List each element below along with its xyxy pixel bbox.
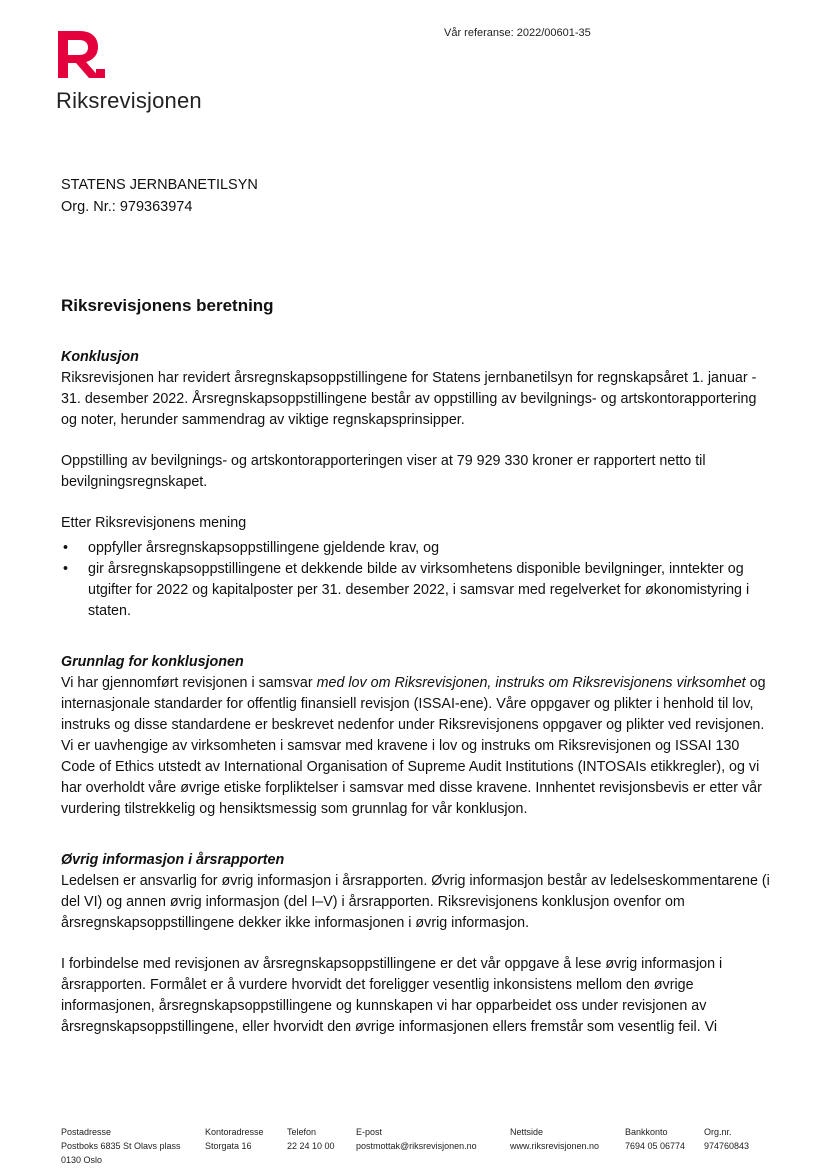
list-item: • gir årsregnskapsoppstillingene et dekkende bilde av virksomhetens disponible bevilgninger, inntekter og utgifter for 2022 og kapitalposter per 31. desember 2022, i samsvar med regelverket for økonomistyring i staten. — [61, 559, 771, 622]
section-heading-ovrig: Øvrig informasjon i årsrapporten — [61, 852, 285, 868]
document-body — [61, 347, 771, 1038]
konklusjon-paragraph-2: Oppstilling av bevilgnings- og artskontorapporteringen viser at 79 929 330 kroner er rapportert netto til bevilgningsregnskapet. — [61, 453, 706, 490]
grunnlag-text-start: Vi har gjennomført revisjonen i samsvar — [61, 675, 317, 691]
recipient-name: STATENS JERNBANETILSYN — [61, 177, 258, 193]
logo-r-icon — [56, 28, 116, 86]
footer-orgnr: Org.nr. 974760843 — [704, 1127, 750, 1151]
ovrig-paragraph-2: I forbindelse med revisjonen av årsregnskapsoppstillingene er det vår oppgave å lese øvrig informasjon i årsrapporten. Formålet er å vurdere hvorvidt det foreligger vesentlig inkonsistens mellom den øvrige informasjonen, årsregnskapsoppstillingene og kunnskapen vi har opparbeidet oss under revisjonen av årsregnskapsoppstillingene, eller hvorvidt den øvrige informasjonen ellers fremstår som vesentlig feil. Vi — [61, 956, 723, 1035]
recipient-block — [61, 174, 258, 218]
ovrig-paragraph-1: Ledelsen er ansvarlig for øvrig informasjon i årsrapporten. Øvrig informasjon består av ledelseskommentarene (i del VI) og annen øvrig informasjon (del I–V) i årsrapporten. Riksrevisjonens konklusjon ovenfor om årsregnskapsoppstillingene dekker ikke informasjonen i øvrig informasjon. — [61, 873, 770, 931]
konklusjon-bullet-list — [61, 538, 771, 622]
konklusjon-paragraph-3: Etter Riksrevisjonens mening — [61, 515, 247, 531]
grunnlag-paragraph — [61, 673, 771, 820]
grunnlag-text-italic: med lov om Riksrevisjonen, instruks om Riksrevisjonens virksomhet — [316, 675, 746, 691]
footer-bankkonto: Bankkonto 7694 05 06774 — [625, 1127, 686, 1151]
list-item: • oppfyller årsregnskapsoppstillingene gjeldende krav, og — [61, 538, 771, 559]
grunnlag-text-end: og internasjonale standarder for offentlig finansiell revisjon (ISSAI-ene). Våre oppgaver og plikter i henhold til lov, instruks og disse standardene er beskrevet nedenfor under Riksrevisjonens oppgaver og plikter ved revisjonen. Vi er uavhengige av virksomheten i samsvar med kravene i lov og instruks om Riksrevisjonen og ISSAI 130 Code of Ethics utstedt av International Organisation of Supreme Audit Institutions (INTOSAIs etikkregler), og vi har overholdt våre øvrige etiske forpliktelser i samsvar med disse kravene. Innhentet revisjonsbevis er etter vår vurdering tilstrekkelig og hensiktsmessig som grunnlag for vår konklusjon. — [61, 675, 766, 817]
footer-epost: E-post postmottak@riksrevisjonen.no — [356, 1127, 477, 1151]
footer-postadresse: Postadresse Postboks 6835 St Olavs plass 0130 Oslo — [61, 1127, 181, 1165]
section-heading-konklusjon: Konklusjon — [61, 349, 139, 365]
document-title: Riksrevisjonens beretning — [61, 296, 274, 315]
reference-number: Vår referanse: 2022/00601-35 — [444, 27, 591, 39]
footer-telefon: Telefon 22 24 10 00 — [287, 1127, 335, 1151]
konklusjon-paragraph-1: Riksrevisjonen har revidert årsregnskapsoppstillingene for Statens jernbanetilsyn for regnskapsåret 1. januar - 31. desember 2022. Årsregnskapsoppstillingene består av oppstilling av bevilgnings- og artskontorapportering og noter, herunder sammendrag av viktige regnskapsprinsipper. — [61, 370, 757, 428]
footer-nettside: Nettside www.riksrevisjonen.no — [510, 1127, 600, 1151]
footer-kontoradresse: Kontoradresse Storgata 16 — [205, 1127, 264, 1151]
section-heading-grunnlag: Grunnlag for konklusjonen — [61, 654, 244, 670]
riksrevisjonen-logo — [56, 28, 216, 118]
recipient-org-nr: Org. Nr.: 979363974 — [61, 199, 193, 215]
logo-wordmark: Riksrevisjonen — [56, 88, 202, 113]
